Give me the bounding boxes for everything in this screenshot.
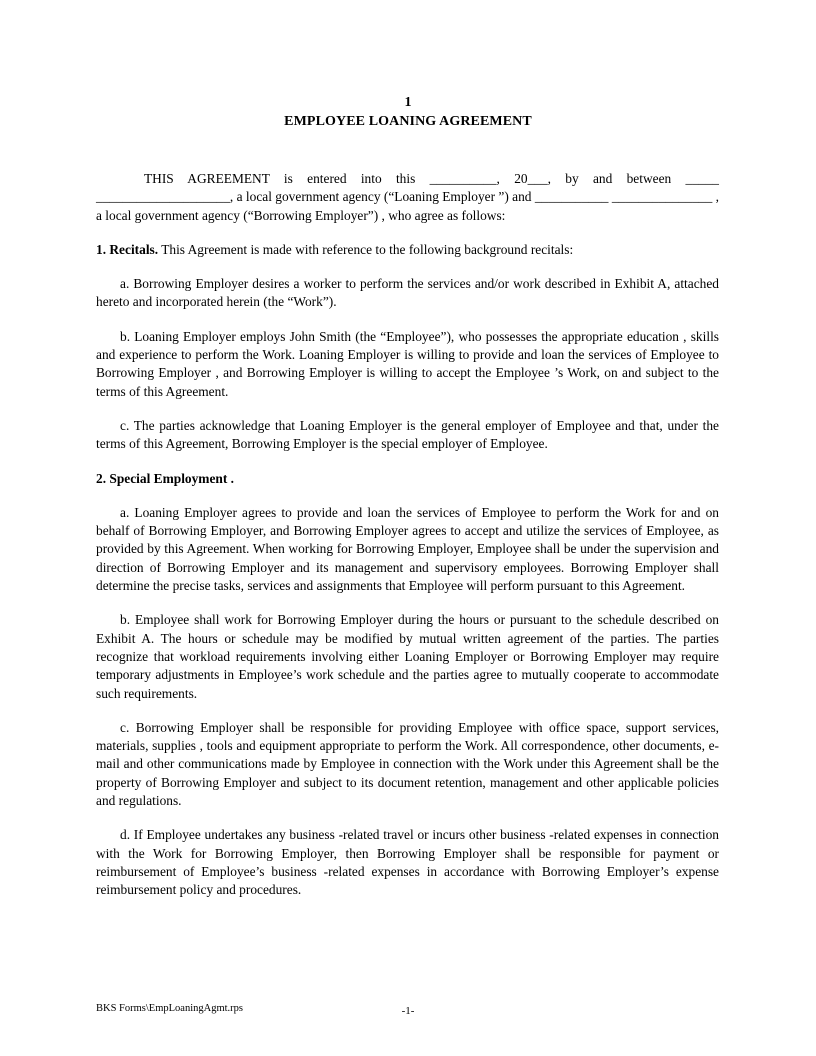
special-employment-b: b. Employee shall work for Borrowing Employer during the hours or pursuant to the schedule described on Exhibit A. The hours or schedule may be modified by mutual written agreement of the parties. The parties recognize that workload requirements involving either Loaning Employer or Borrowing Employer may require temporary adjustments in Employee’s work schedule and the parties agree to mutually cooperate to accommodate such requirements. xyxy=(96,612,719,701)
intro-paragraph: THIS AGREEMENT is entered into this __________, 20___, by and between _____ ____________________, a local government agency (“Loaning Employer ”) and ___________ _______________ , a local government agency (“Borrowing Employer”) , who agree as follows: xyxy=(96,171,719,223)
section-1-heading: 1. Recitals. xyxy=(96,241,159,257)
special-employment-c: c. Borrowing Employer shall be responsible for providing Employee with office space, support services, materials, supplies , tools and equipment appropriate to perform the Work. All correspondence, other documents, e-mail and other communications made by Employee in connection with the Work under this Agreement shall be the property of Borrowing Employer and subject to its document retention, management and other applicable policies and regulations. xyxy=(96,719,719,809)
section-1-lead-text: This Agreement is made with reference to the following background recitals: xyxy=(158,241,574,257)
special-employment-a: a. Loaning Employer agrees to provide and loan the services of Employee to perform the Work for and on behalf of Borrowing Employer, and Borrowing Employer agrees to accept and utilize the services of Employee, as provided by this Agreement. When working for Borrowing Employer, Employee shall be under the supervision and direction of Borrowing Employer and its management and supervisory employees. Borrowing Employer shall determine the precise tasks, services and assignments that Employee will perform pursuant to this Agreement. xyxy=(96,504,719,594)
footer-page-number: -1- xyxy=(401,1005,415,1017)
recital-c: c. The parties acknowledge that Loaning Employer is the general employer of Employee and that, under the terms of this Agreement, Borrowing Employer is the special employer of Employee. xyxy=(96,417,719,452)
document-title: EMPLOYEE LOANING AGREEMENT xyxy=(284,114,532,129)
section-1-lead xyxy=(96,241,719,259)
document-body xyxy=(96,170,719,900)
recital-b: b. Loaning Employer employs John Smith (the “Employee”), who possesses the appropriate education , skills and experience to perform the Work. Loaning Employer is willing to provide and loan the services of Employee to Borrowing Employer , and Borrowing Employer is willing to accept the Employee ’s Work, on and subject to the terms of this Agreement. xyxy=(96,328,719,399)
header-page-number: 1 xyxy=(404,95,412,110)
recital-a: a. Borrowing Employer desires a worker to perform the services and/or work described in Exhibit A, attached hereto and incorporated herein (the “Work”). xyxy=(96,276,719,310)
special-employment-d: d. If Employee undertakes any business -related travel or incurs other business -related expenses in connection with the Work for Borrowing Employer, then Borrowing Employer shall be responsible for payment or reimbursement of Employee’s business -related expenses in accordance with Borrowing Employer’s expense reimbursement policy and procedures. xyxy=(96,827,719,898)
footer-file-path: BKS Forms\EmpLoaningAgmt.rps xyxy=(96,1003,244,1014)
section-2-heading: 2. Special Employment . xyxy=(96,470,234,486)
